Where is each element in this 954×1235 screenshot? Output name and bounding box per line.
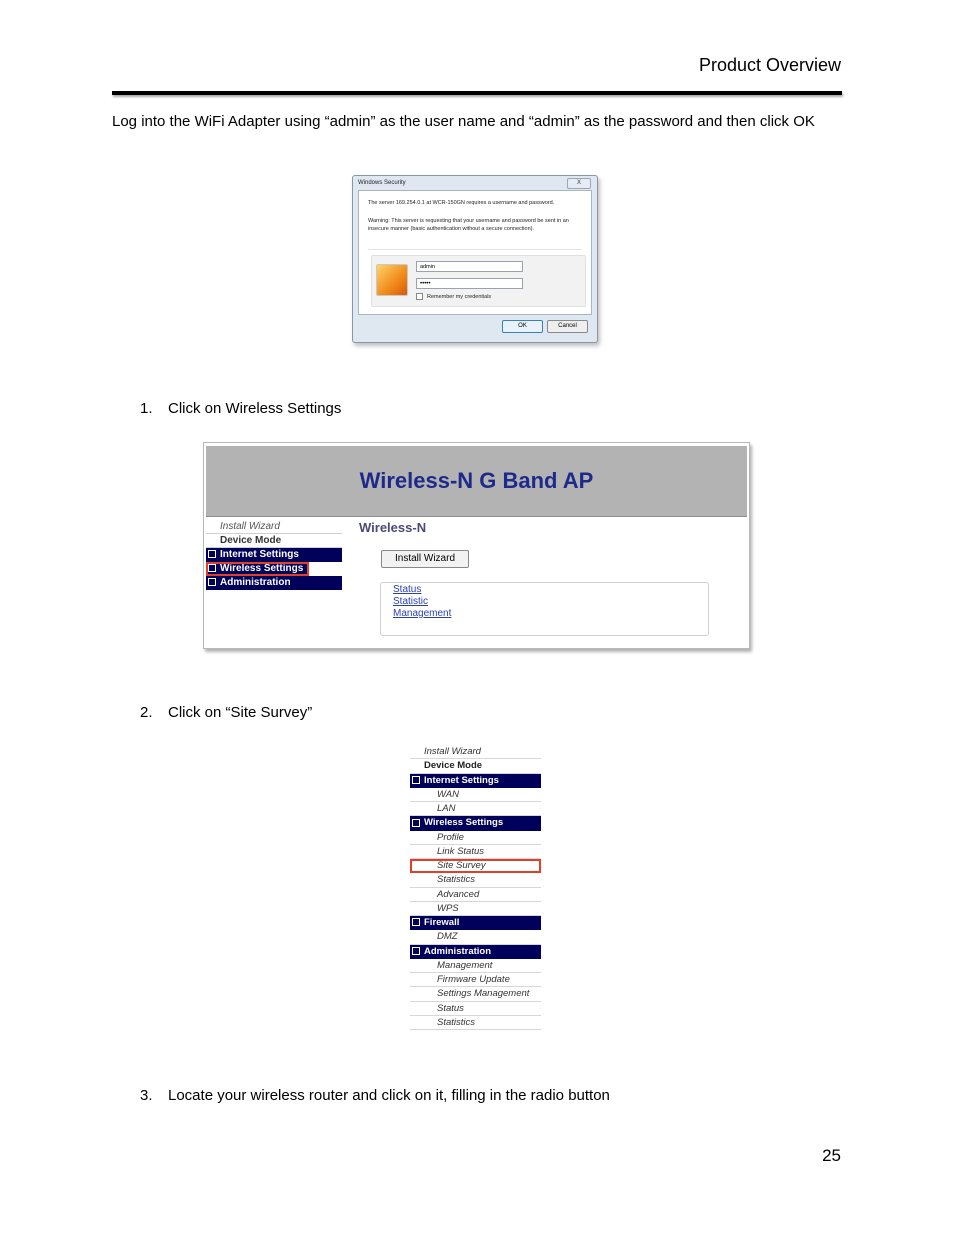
menu-wan[interactable]: WAN [410,788,541,802]
status-link[interactable]: Status [393,584,422,595]
menu-label: Firewall [424,917,460,928]
expand-box-icon [412,947,420,955]
checkbox-icon [416,293,423,300]
password-input[interactable]: ••••• [416,278,523,289]
dialog-message: The server 169.254.0.1 at WCR-150GN requires a username and password. [368,200,555,206]
remember-credentials-label: Remember my credentials [427,293,492,300]
ap-admin-screenshot [203,442,750,649]
expand-box-icon [208,564,216,572]
expand-box-icon [208,550,216,558]
nav-install-wizard[interactable]: Install Wizard [206,520,342,534]
page-header-title: Product Overview [698,55,841,75]
menu-statistics-admin[interactable]: Statistics [410,1016,541,1030]
nav-wireless-settings[interactable] [206,562,309,576]
nav-label: Internet Settings [220,549,299,560]
menu-advanced[interactable]: Advanced [410,888,541,902]
menu-device-mode[interactable]: Device Mode [410,759,541,773]
nav-device-mode[interactable]: Device Mode [206,534,342,548]
dialog-title: Windows Security [358,180,406,186]
menu-label: Administration [424,945,492,957]
menu-site-survey[interactable]: Site Survey [410,859,541,873]
dialog-body [358,190,592,315]
step-2 [140,704,312,721]
menu-lan[interactable]: LAN [410,802,541,816]
expand-box-icon [412,819,420,827]
step-1 [140,400,341,417]
intro-paragraph: Log into the WiFi Adapter using “admin” as the user name and “admin” as the password and then click OK [112,113,815,130]
install-wizard-button[interactable]: Install Wizard [381,550,469,568]
page-number: 25 [822,1146,841,1165]
menu-administration[interactable] [410,945,541,959]
menu-wireless-settings[interactable] [410,816,541,830]
cancel-button[interactable]: Cancel [547,320,588,333]
menu-firewall[interactable] [410,916,541,930]
menu-settings-management[interactable]: Settings Management [410,987,541,1001]
expand-box-icon [412,918,420,926]
header-divider [112,91,842,95]
ok-button[interactable]: OK [502,320,543,333]
step-number: 1. [140,400,153,417]
menu-status[interactable]: Status [410,1002,541,1016]
credential-tile [371,255,586,307]
dialog-separator [368,249,582,250]
windows-security-dialog [352,175,598,343]
ap-nav-menu [206,520,342,590]
menu-statistics[interactable]: Statistics [410,873,541,887]
user-avatar-icon [376,264,408,296]
menu-management[interactable]: Management [410,959,541,973]
step-number: 2. [140,704,153,721]
sidebar-menu-screenshot [410,745,541,1030]
step-text: Click on “Site Survey” [168,704,313,721]
menu-label: Internet Settings [424,774,499,786]
management-link[interactable]: Management [393,608,452,619]
statistic-link[interactable]: Statistic [393,596,429,607]
menu-link-status[interactable]: Link Status [410,845,541,859]
nav-label: Administration [220,577,291,588]
dialog-close-button[interactable]: X [567,178,591,189]
menu-dmz[interactable]: DMZ [410,930,541,944]
step-3 [140,1087,610,1104]
step-text: Locate your wireless router and click on it, filling in the radio button [168,1087,610,1104]
ap-content-title: Wireless-N [359,520,427,535]
step-text: Click on Wireless Settings [168,400,342,417]
menu-label: Wireless Settings [424,817,504,829]
ap-links-box [380,582,709,636]
nav-label: Wireless Settings [220,563,304,574]
menu-wps[interactable]: WPS [410,902,541,916]
menu-profile[interactable]: Profile [410,831,541,845]
expand-box-icon [208,578,216,586]
ap-banner-title: Wireless-N G Band AP [359,468,594,493]
dialog-warning: Warning: This server is requesting that your username and password be sent in an insecure manner (basic authentication without a secure connection). [368,218,569,232]
menu-firmware-update[interactable]: Firmware Update [410,973,541,987]
menu-install-wizard[interactable]: Install Wizard [410,745,541,759]
ap-banner [206,446,747,517]
menu-internet-settings[interactable] [410,774,541,788]
nav-internet-settings[interactable] [206,548,342,562]
step-number: 3. [140,1087,153,1104]
remember-credentials-checkbox[interactable] [416,293,491,300]
username-input[interactable]: admin [416,261,523,272]
expand-box-icon [412,776,420,784]
nav-administration[interactable] [206,576,342,590]
